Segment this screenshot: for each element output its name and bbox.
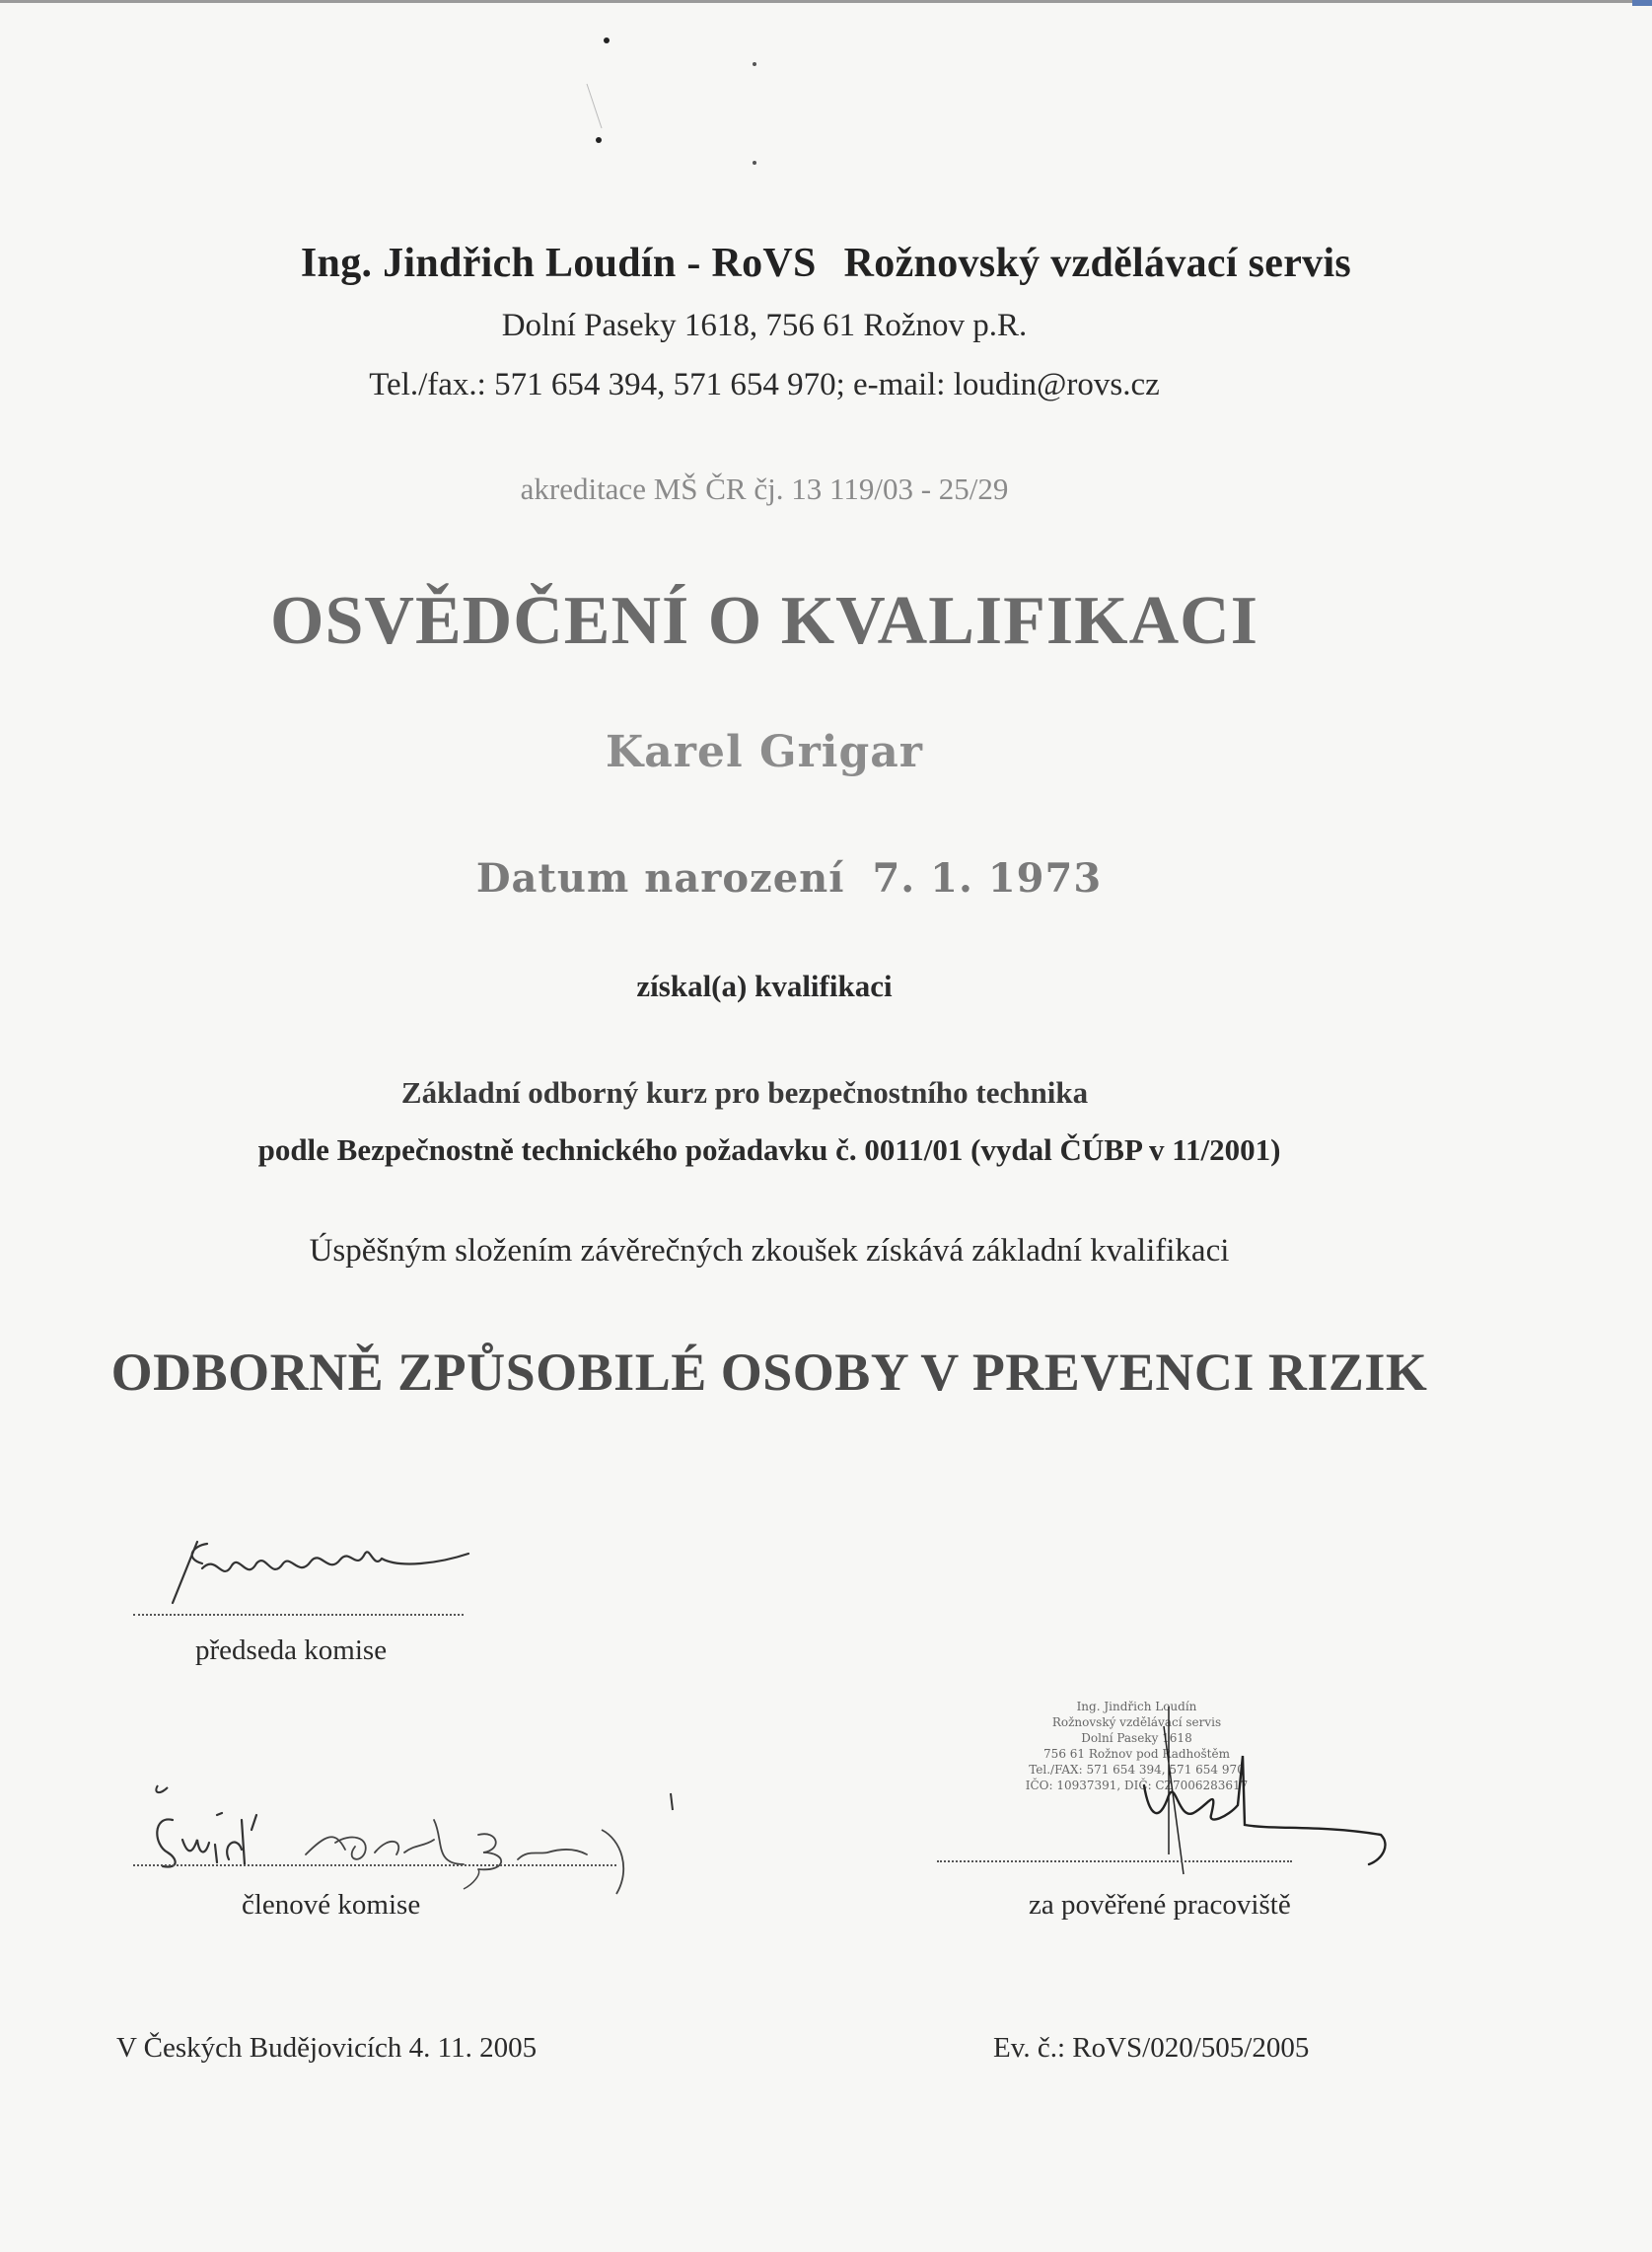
stamp-line: Rožnovský vzdělávací servis — [1051, 1715, 1222, 1729]
stamp-line: IČO: 10937391, DIČ: CZ7006283617 — [1025, 1779, 1249, 1792]
holder-name: Karel Grigar — [606, 727, 923, 777]
organization-address: Dolní Paseky 1618, 756 61 Rožnov p.R. — [501, 308, 1028, 343]
accreditation-line: akreditace MŠ ČR čj. 13 119/03 - 25/29 — [520, 472, 1009, 506]
qualification-title: ODBORNĚ ZPŮSOBILÉ OSOBY V PREVENCI RIZIK — [110, 1343, 1428, 1402]
members-signatures — [138, 1776, 690, 1904]
obtained-text: získal(a) kvalifikaci — [636, 969, 893, 1003]
stamp-line: Ing. Jindřich Loudín — [1076, 1700, 1197, 1713]
chairman-signature — [163, 1524, 478, 1613]
chairman-label: předseda komise — [195, 1635, 388, 1666]
organization-name: Ing. Jindřich Loudín - RoVS — [300, 241, 817, 286]
organization-header — [0, 240, 1652, 287]
authorized-label: za pověřené pracoviště — [1029, 1889, 1291, 1921]
date-of-birth — [0, 855, 1578, 902]
scan-top-edge — [0, 0, 1652, 3]
stamp-line: 756 61 Rožnov pod Radhoštěm — [1043, 1747, 1230, 1761]
scan-specks — [582, 30, 759, 168]
organization-contact: Tel./fax.: 571 654 394, 571 654 970; e-mail: loudin@rovs.cz — [369, 367, 1160, 402]
passing-statement: Úspěšným složením závěrečných zkoušek získává základní kvalifikaci — [309, 1233, 1230, 1269]
record-number: Ev. č.: RoVS/020/505/2005 — [993, 2032, 1310, 2064]
dob-label: Datum narození — [475, 855, 845, 902]
stamp-line: Tel./FAX: 571 654 394, 571 654 970 — [1029, 1763, 1245, 1777]
stamp-line: Dolní Paseky 1618 — [1081, 1731, 1192, 1745]
course-name: Základní odborný kurz pro bezpečnostního technika — [400, 1075, 1089, 1110]
course-requirement: podle Bezpečnostně technického požadavku č. 0011/01 (vydal ČÚBP v 11/2001) — [257, 1132, 1281, 1167]
authorized-signature-line — [937, 1860, 1292, 1862]
chairman-signature-line — [133, 1614, 464, 1616]
dob-value: 7. 1. 1973 — [872, 855, 1103, 902]
certificate-title: OSVĚDČENÍ O KVALIFIKACI — [270, 583, 1258, 659]
members-signature-line — [133, 1864, 616, 1866]
place-and-date: V Českých Budějovicích 4. 11. 2005 — [116, 2032, 538, 2064]
organization-subtitle: Rožnovský vzdělávací servis — [843, 241, 1352, 286]
scan-corner-mark — [1632, 0, 1652, 6]
members-label: členové komise — [242, 1889, 421, 1921]
